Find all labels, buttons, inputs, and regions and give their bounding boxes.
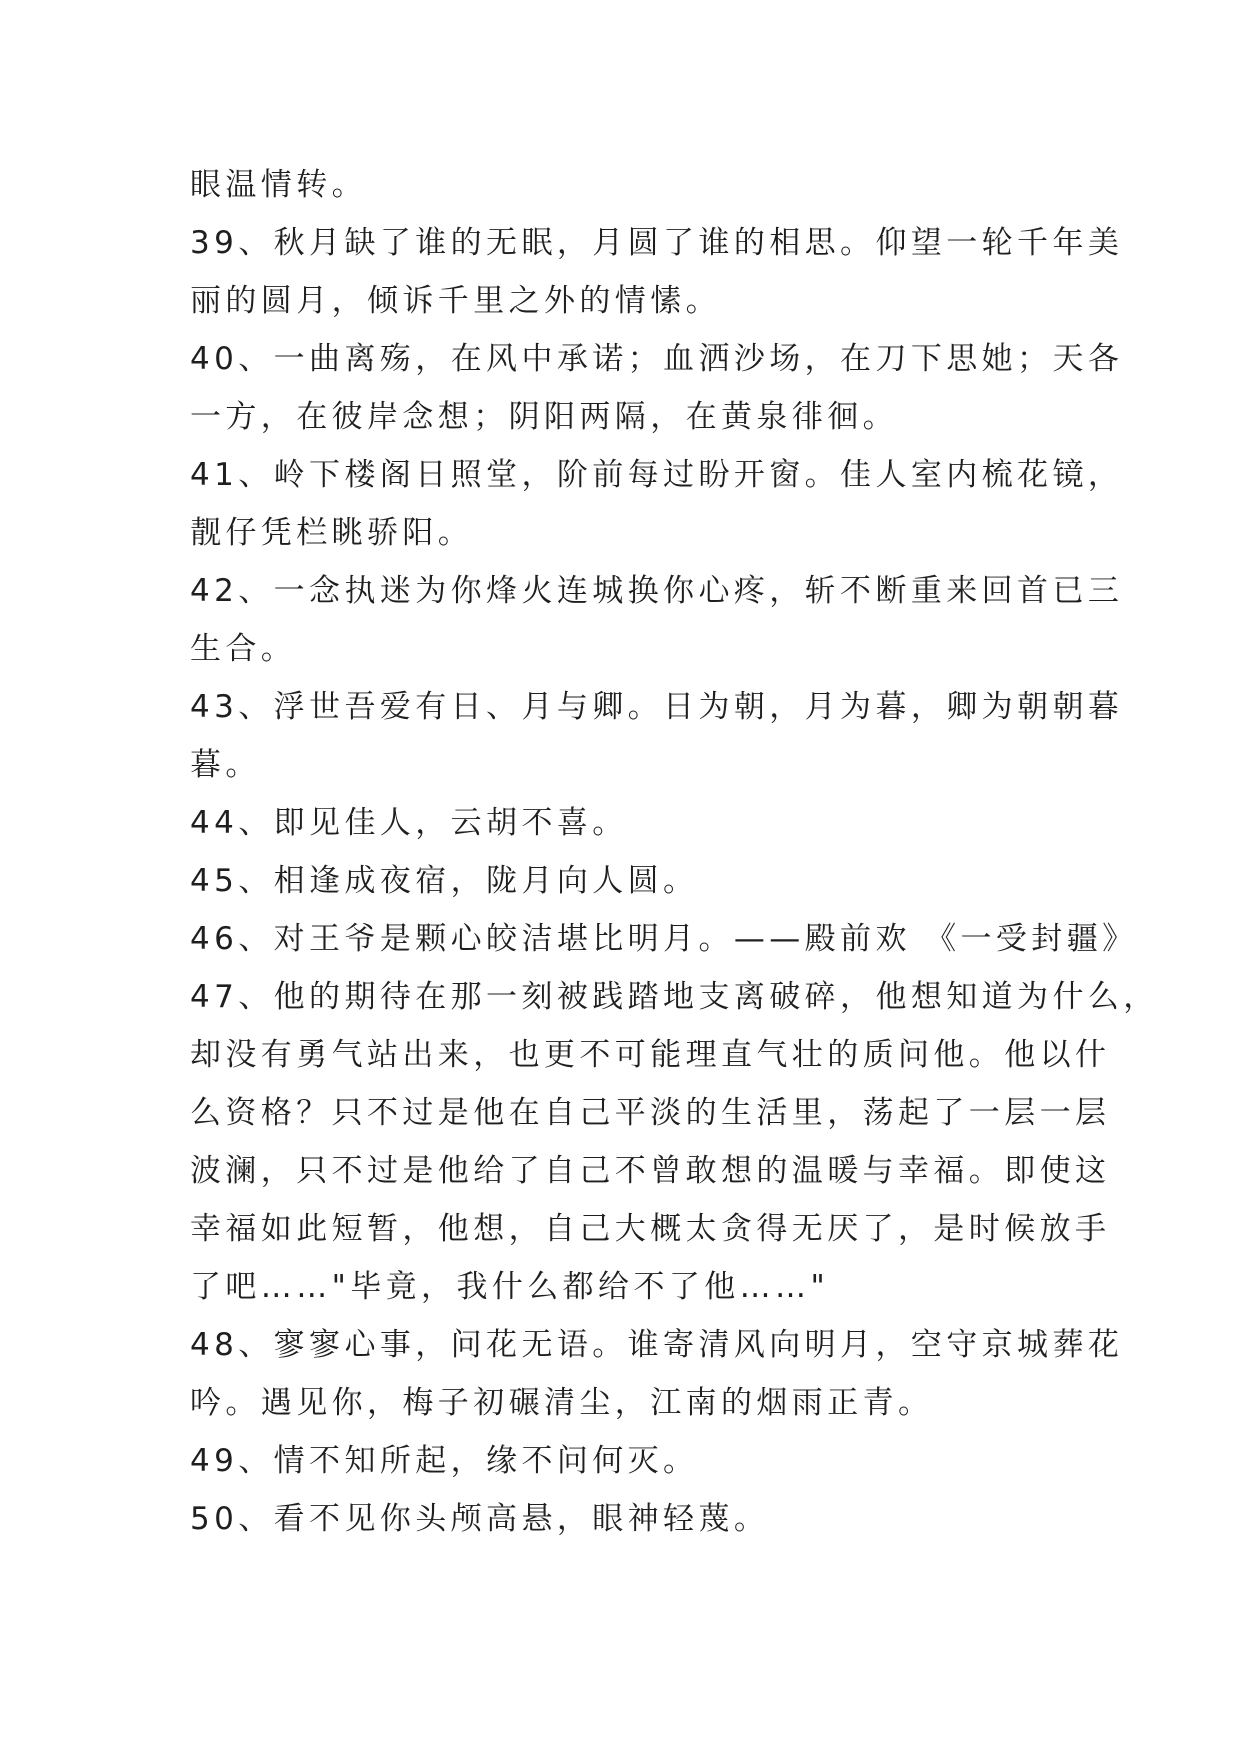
text-line: 幸福如此短暂，他想，自己大概太贪得无厌了，是时候放手 [190,1211,1111,1247]
text-line: 48、寥寥心事，问花无语。谁寄清风向明月，空守京城葬花 [190,1327,1124,1363]
paragraph-44 [190,794,1090,852]
text-line: 46、对王爷是颗心皎洁堪比明月。——殿前欢 《一受封疆》 [190,921,1138,957]
text-line: 么资格？只不过是他在自己平淡的生活里，荡起了一层一层 [190,1095,1111,1131]
text-line: 45、相逢成夜宿，陇月向人圆。 [190,863,699,899]
text-line: 39、秋月缺了谁的无眠，月圆了谁的相思。仰望一轮千年美 [190,225,1124,261]
paragraph-48 [190,1316,1124,1432]
text-line: 44、即见佳人，云胡不喜。 [190,805,628,841]
text-line: 波澜，只不过是他给了自己不曾敢想的温暖与幸福。即使这 [190,1153,1111,1189]
text-line: 丽的圆月，倾诉千里之外的情愫。 [190,283,721,319]
text-line: 41、岭下楼阁日照堂，阶前每过盼开窗。佳人室内梳花镜， [190,457,1124,493]
paragraph-40 [190,330,1124,446]
paragraph-49 [190,1432,1090,1490]
text-line: 49、情不知所起，缘不问何灭。 [190,1443,699,1479]
text-line: 50、看不见你头颅高悬，眼神轻蔑。 [190,1501,770,1537]
text-line: 40、一曲离殇，在风中承诺；血洒沙场，在刀下思她；天各 [190,341,1124,377]
paragraph-42 [190,562,1124,678]
text-line: 42、一念执迷为你烽火连城换你心疼，斩不断重来回首已三 [190,573,1124,609]
paragraph-46 [190,910,1138,968]
paragraph-41 [190,446,1124,562]
text-line: 暮。 [190,747,261,783]
paragraph-38-tail [190,156,1090,214]
paragraph-39 [190,214,1124,330]
text-line: 靓仔凭栏眺骄阳。 [190,515,474,551]
paragraph-47 [190,968,1159,1316]
paragraph-43 [190,678,1124,794]
text-line: 43、浮世吾爱有日、月与卿。日为朝，月为暮，卿为朝朝暮 [190,689,1124,725]
text-line: 了吧……"毕竟，我什么都给不了他……" [190,1269,830,1305]
paragraph-50 [190,1490,1090,1548]
body-text [190,156,1159,1548]
paragraph-45 [190,852,1090,910]
text-line: 眼温情转。 [190,167,367,203]
text-line: 47、他的期待在那一刻被践踏地支离破碎，他想知道为什么， [190,979,1159,1015]
text-line: 一方，在彼岸念想；阴阳两隔，在黄泉徘徊。 [190,399,898,435]
text-line: 吟。遇见你，梅子初碾清尘，江南的烟雨正青。 [190,1385,934,1421]
text-line: 生合。 [190,631,297,667]
text-line: 却没有勇气站出来，也更不可能理直气壮的质问他。他以什 [190,1037,1111,1073]
